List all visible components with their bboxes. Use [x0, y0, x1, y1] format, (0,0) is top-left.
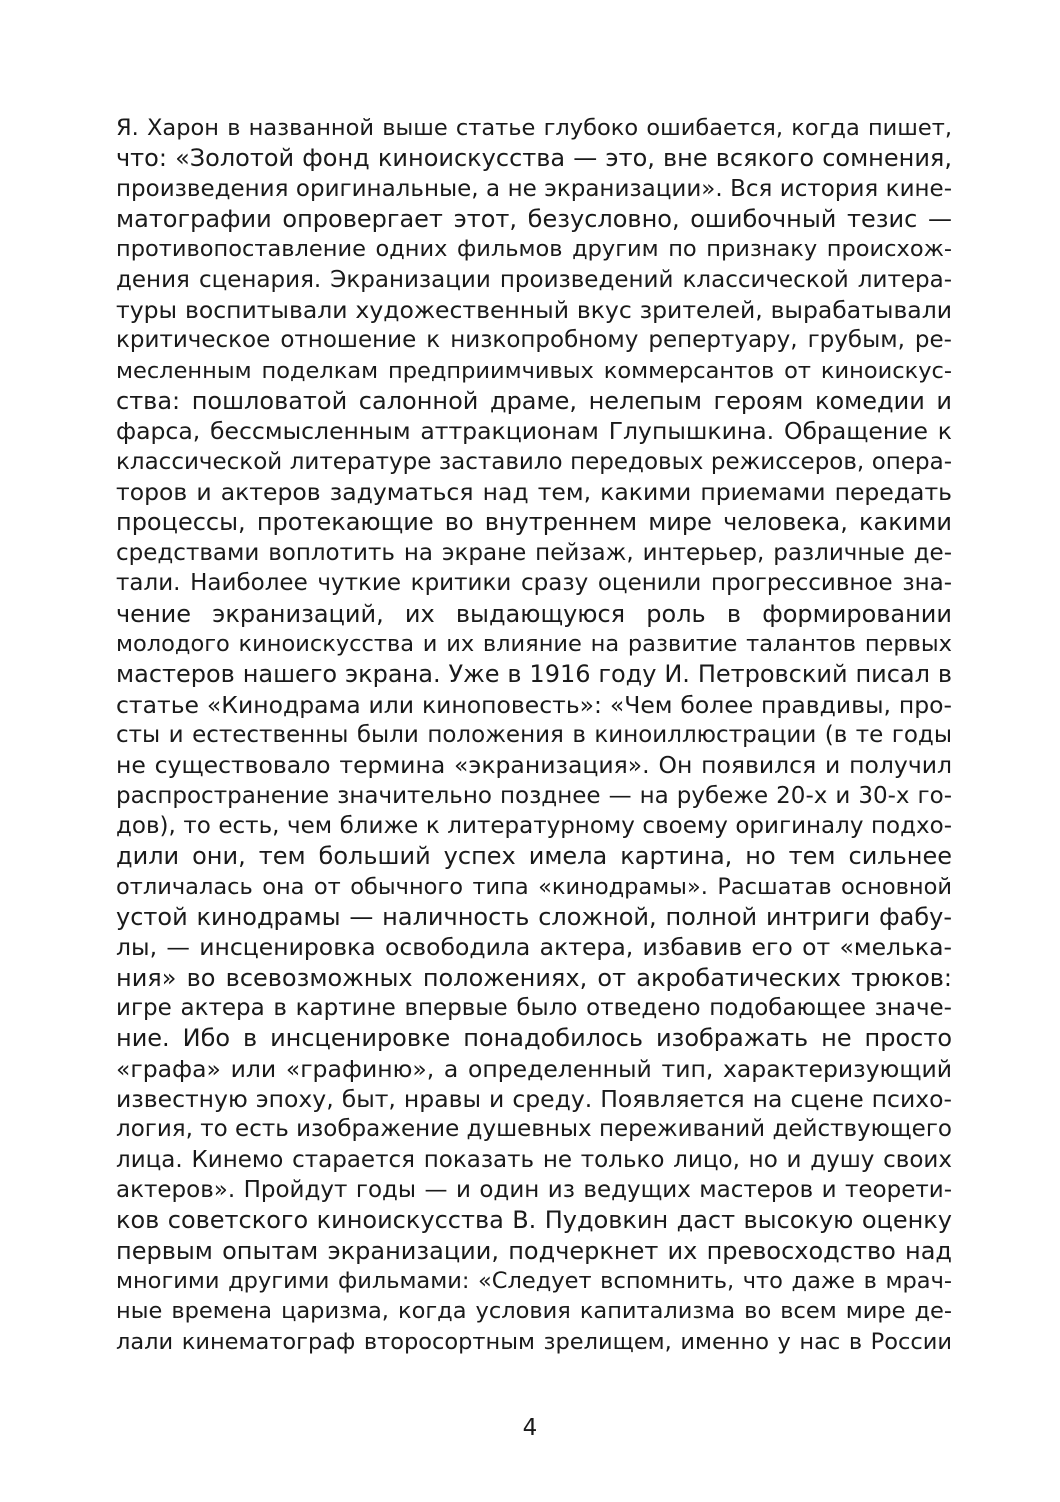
- text-line: дили они, тем больший успех имела картина, но тем сильнее: [116, 842, 952, 871]
- text-line: статье «Кинодрама или киноповесть»: «Чем более правдивы, про-: [116, 690, 952, 719]
- text-line: первым опытам экранизации, подчеркнет их превосходство над: [116, 1236, 952, 1265]
- text-line: лица. Кинемо старается показать не только лицо, но и душу своих: [116, 1146, 952, 1173]
- text-line: критическое отношение к низкопробному репертуару, грубым, ре-: [116, 327, 952, 354]
- page-number: 4: [522, 1415, 538, 1441]
- text-line: Я. Харон в названной выше статье глубоко ошибается, когда пишет,: [116, 115, 952, 141]
- text-line: чение экранизаций, их выдающуюся роль в формировании: [116, 599, 952, 628]
- text-line: произведения оригинальные, а не экранизации». Вся история кине-: [116, 175, 952, 202]
- text-line: не существовало термина «экранизация». Он появился и получил: [116, 751, 952, 780]
- text-line: сты и естественны были положения в киноиллюстрации (в те годы: [116, 721, 952, 748]
- text-line: ства: пошловатой салонной драме, нелепым героям комедии и: [116, 387, 952, 416]
- text-line: лы, — инсценировка освободила актера, избавив его от «мелька-: [116, 933, 952, 962]
- text-line: фарса, бессмысленным аттракционам Глупышкина. Обращение к: [116, 417, 952, 446]
- text-line: устой кинодрамы — наличность сложной, полной интриги фабу-: [116, 902, 952, 931]
- body-text: [116, 113, 952, 1357]
- text-line: «графа» или «графиню», а определенный тип, характеризующий: [116, 1054, 952, 1083]
- text-line: отличалась она от обычного типа «кинодрамы». Расшатав основной: [116, 873, 952, 900]
- text-line: торов и актеров задуматься над тем, какими приемами передать: [116, 478, 952, 507]
- text-line: матографии опровергает этот, безусловно, ошибочный тезис —: [116, 205, 952, 234]
- text-line: ные времена царизма, когда условия капитализма во всем мире де-: [116, 1298, 952, 1325]
- text-line: что: «Золотой фонд киноискусства — это, вне всякого сомнения,: [116, 144, 952, 173]
- text-line: молодого киноискусства и их влияние на развитие талантов первых: [116, 630, 952, 657]
- text-line: игре актера в картине впервые было отведено подобающее значе-: [116, 994, 952, 1021]
- text-line: ние. Ибо в инсценировке понадобилось изображать не просто: [116, 1024, 952, 1053]
- text-line: ков советского киноискусства В. Пудовкин даст высокую оценку: [116, 1206, 952, 1235]
- text-line: актеров». Пройдут годы — и один из ведущих мастеров и теорети-: [116, 1177, 952, 1204]
- text-line: ния» во всевозможных положениях, от акробатических трюков:: [116, 963, 952, 992]
- text-line: месленным поделкам предприимчивых коммерсантов от киноискус-: [116, 357, 952, 384]
- text-line: логия, то есть изображение душевных переживаний действующего: [116, 1116, 952, 1143]
- text-line: процессы, протекающие во внутреннем мире человека, какими: [116, 508, 952, 537]
- text-line: противопоставление одних фильмов другим по признаку происхож-: [116, 236, 952, 263]
- text-line: классической литературе заставило передовых режиссеров, опера-: [116, 448, 952, 475]
- text-line: распространение значительно позднее — на рубеже 20-х и 30-х го-: [116, 782, 952, 809]
- text-line: дения сценария. Экранизации произведений классической литера-: [116, 266, 952, 293]
- text-line: дов), то есть, чем ближе к литературному своему оригиналу подхо-: [116, 812, 952, 839]
- text-line: лали кинематограф второсортным зрелищем, именно у нас в России: [116, 1328, 952, 1355]
- text-line: многими другими фильмами: «Следует вспомнить, что даже в мрач-: [116, 1268, 952, 1295]
- text-line: средствами воплотить на экране пейзаж, интерьер, различные де-: [116, 539, 952, 566]
- text-line: известную эпоху, быт, нравы и среду. Появляется на сцене психо-: [116, 1085, 952, 1113]
- text-line: тали. Наиболее чуткие критики сразу оценили прогрессивное зна-: [116, 570, 952, 597]
- text-line: мастеров нашего экрана. Уже в 1916 году И. Петровский писал в: [116, 660, 952, 689]
- text-line: туры воспитывали художественный вкус зрителей, вырабатывали: [116, 296, 952, 325]
